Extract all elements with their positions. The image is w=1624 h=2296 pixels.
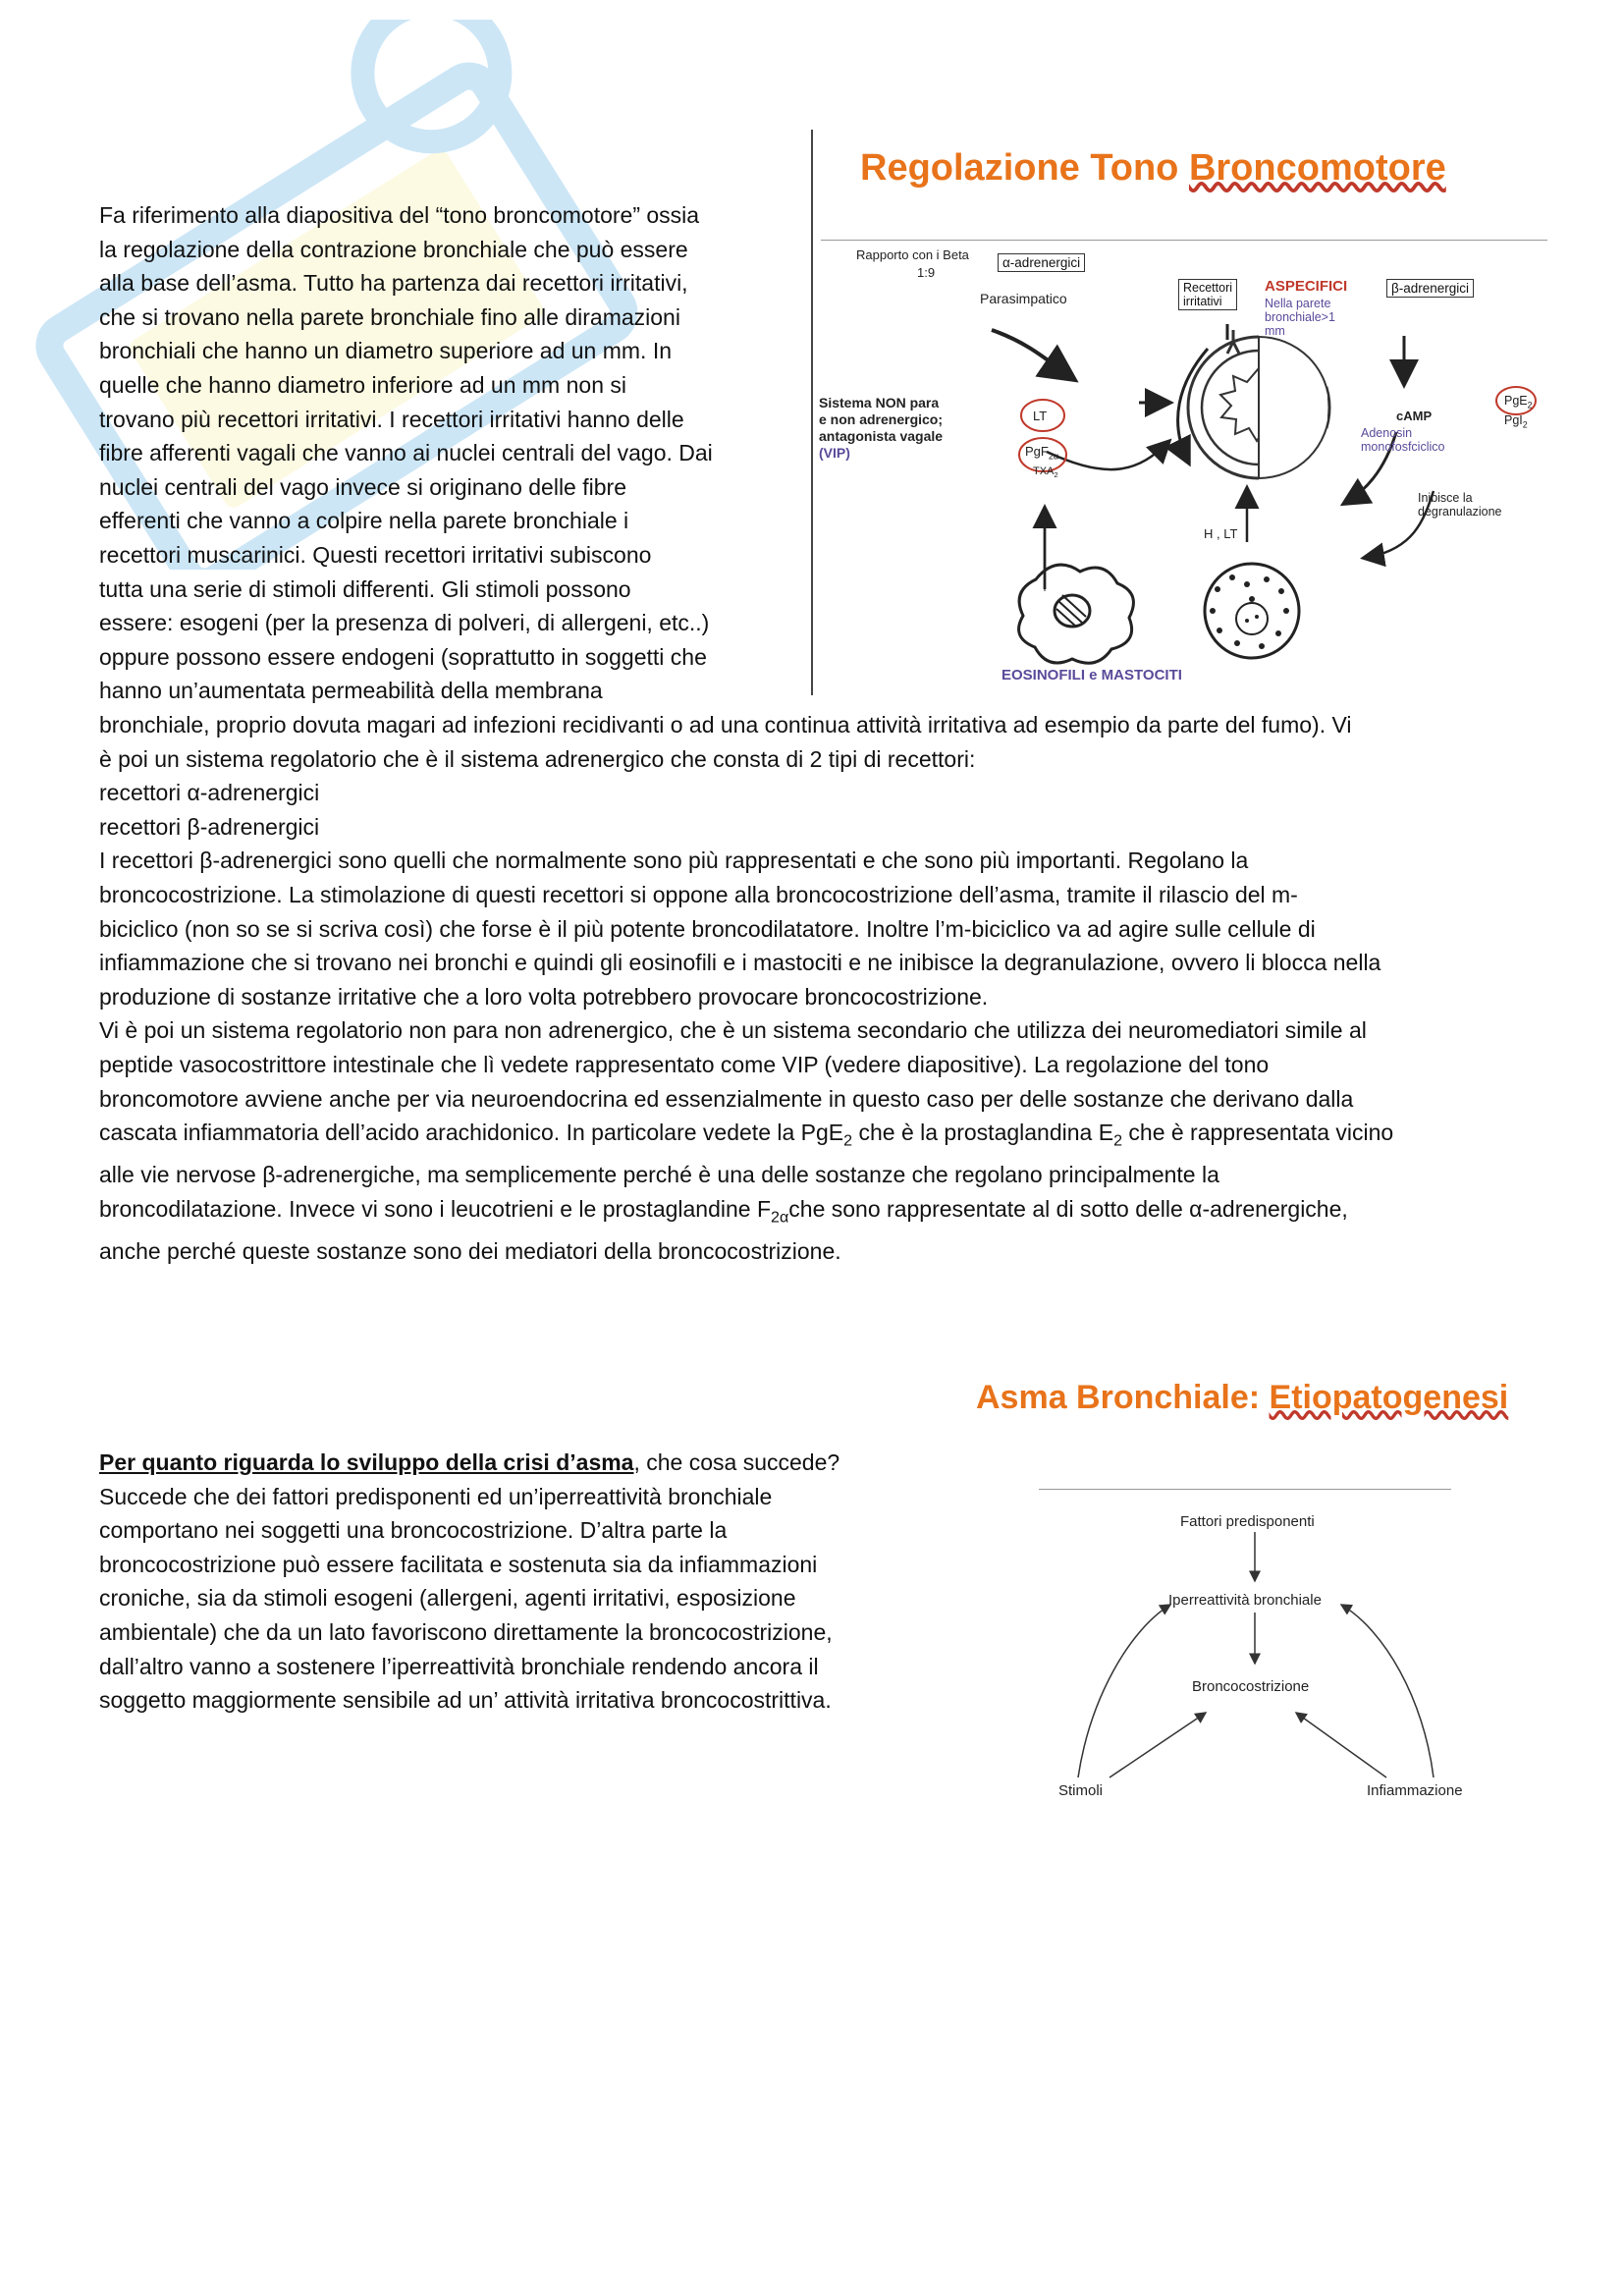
body-line-pge: cascata infiammatoria dell’acido arachidonico. In particolare vedete la PgE$_2$ che è la prostaglandina $E_2$ che è rappresentata vicino bbox=[99, 1120, 1394, 1150]
intro-line: tutta una serie di stimoli differenti. Gli stimoli possono bbox=[99, 575, 631, 602]
intro-line: essere: esogeni (per la presenza di polveri, di allergeni, etc..) bbox=[99, 610, 710, 636]
intro-line: recettori muscarinici. Questi recettori irritativi subiscono bbox=[99, 541, 652, 568]
figure1-rule bbox=[821, 240, 1547, 241]
intro-line: oppure possono essere endogeni (soprattutto in soggetti che bbox=[99, 643, 707, 670]
section2-line: Succede che dei fattori predisponenti ed un’iperreattività bronchiale bbox=[99, 1483, 773, 1509]
intro-line: nuclei centrali del vago invece si originano delle fibre bbox=[99, 473, 626, 500]
body-line: broncocostrizione. La stimolazione di questi recettori si oppone alla broncocostrizione dell’asma, tramite il rilascio del m- bbox=[99, 881, 1298, 907]
broncocostrizione-label: Broncocostrizione bbox=[1192, 1678, 1310, 1695]
section2-heading: Per quanto riguarda lo sviluppo della crisi d’asma bbox=[99, 1449, 634, 1475]
camp-label: cAMP bbox=[1396, 409, 1433, 423]
figure1-diagram bbox=[815, 246, 1561, 697]
intro-line: che si trovano nella parete bronchiale fino alle diramazioni bbox=[99, 303, 680, 330]
figure1-title: Regolazione Tono Broncomotore bbox=[860, 147, 1446, 189]
body-line: anche perché queste sostanze sono dei mediatori della broncocostrizione. bbox=[99, 1238, 841, 1265]
body-line: Vi è poi un sistema regolatorio non para non adrenergico, che è un sistema secondario che utilizza dei neuromediatori simile al bbox=[99, 1017, 1367, 1044]
intro-line: la regolazione della contrazione bronchiale che può essere bbox=[99, 236, 688, 262]
intro-line: efferenti che vanno a colpire nella parete bronchiale i bbox=[99, 508, 629, 534]
section2-line: croniche, sia da stimoli esogeni (allergeni, agenti irritativi, esposizione bbox=[99, 1585, 796, 1612]
section2-line: dall’altro vanno a sostenere l’iperreattività bronchiale rendendo ancora il bbox=[99, 1653, 819, 1679]
section2-line: soggetto maggiormente sensibile ad un’ attività irritativa broncocostrittiva. bbox=[99, 1687, 832, 1714]
txa-label: $TXA_2$ bbox=[1033, 465, 1058, 480]
stimoli-label: Stimoli bbox=[1058, 1782, 1104, 1799]
body-line: recettori α-adrenergici bbox=[99, 780, 320, 806]
intro-line: hanno un’aumentata permeabilità della membrana bbox=[99, 678, 603, 704]
bronchomotor-diagram bbox=[815, 246, 1561, 697]
body-line: produzione di sostanze irritative che a loro volta potrebbero provocare broncocostrizione. bbox=[99, 983, 989, 1010]
intro-text-block bbox=[99, 198, 806, 708]
fattori-label: Fattori predisponenti bbox=[1180, 1513, 1315, 1530]
parasimpatico-label: Parasimpatico bbox=[980, 291, 1067, 306]
body-line: broncomotore avviene anche per via neuroendocrina ed essenzialmente in questo caso per delle sostanze che derivano dalla bbox=[99, 1085, 1354, 1112]
rapporto-label: Rapporto con i Beta bbox=[856, 247, 969, 262]
sistema-non-label: Sistema NON para e non adrenergico; antagonista vagale bbox=[819, 395, 944, 444]
body-line: biciclico (non so se si scriva così) che forse è il più potente broncodilatatore. Inoltre l’m-biciclico va ad agire sulle cellule di bbox=[99, 915, 1316, 942]
cells-label: EOSINOFILI e MASTOCITI bbox=[1001, 667, 1182, 683]
figure2-title: Asma Bronchiale: Etiopatogenesi bbox=[976, 1379, 1509, 1416]
aspecifici-note: Nella parete bronchiale>1 mm bbox=[1265, 297, 1335, 338]
pgi-label: PgI$_2$ bbox=[1504, 413, 1528, 430]
adenosin-label: Adenosin monofosfciclico bbox=[1361, 426, 1445, 454]
section2-heading-line: Per quanto riguarda lo sviluppo della crisi d’asma, che cosa succede? bbox=[99, 1449, 840, 1475]
h-lt-label: H , LT bbox=[1204, 526, 1238, 541]
pgf-label: PgF$_{2\alpha}$ bbox=[1025, 444, 1059, 462]
section2-text-block bbox=[99, 1446, 963, 1718]
intro-line: Fa riferimento alla diapositiva del “tono broncomotore” ossia bbox=[99, 202, 700, 228]
body-line: è poi un sistema regolatorio che è il sistema adrenergico che consta di 2 tipi di recettori: bbox=[99, 745, 976, 772]
body-line: recettori β-adrenergici bbox=[99, 813, 320, 840]
section2-line: broncocostrizione può essere facilitata e sostenuta sia da infiammazioni bbox=[99, 1551, 818, 1577]
intro-line: quelle che hanno diametro inferiore ad un mm non si bbox=[99, 371, 626, 398]
lt-label: LT bbox=[1033, 409, 1048, 423]
section2-line: comportano nei soggetti una broncocostrizione. D’altra parte la bbox=[99, 1517, 728, 1544]
etiopathogenesis-diagram bbox=[1031, 1503, 1502, 1827]
inibisce-label: Inibisce la degranulazione bbox=[1418, 491, 1502, 519]
figure-divider bbox=[811, 130, 813, 695]
intro-line: fibre afferenti vagali che vanno ai nuclei centrali del vago. Dai bbox=[99, 440, 713, 466]
body-line-f2a: broncodilatazione. Invece vi sono i leucotrieni e le prostaglandine $F_{2\alpha}che$ sono rappresentate al di sotto delle α-adrenergiche, bbox=[99, 1195, 1348, 1227]
pge-label: PgE$_2$ bbox=[1504, 394, 1533, 410]
intro-line: trovano più recettori irritativi. I recettori irritativi hanno delle bbox=[99, 406, 684, 432]
beta-adrenergic-box: β-adrenergici bbox=[1386, 279, 1474, 298]
body-line: peptide vasocostrittore intestinale che lì vedete rappresentato come VIP (vedere diapositive). La regolazione del tono bbox=[99, 1051, 1270, 1077]
alpha-adrenergic-box: α-adrenergici bbox=[998, 253, 1085, 272]
iperreattivita-label: Iperreattività bronchiale bbox=[1168, 1592, 1322, 1609]
body-line: infiammazione che si trovano nei bronchi e quindi gli eosinofili e i mastociti e ne inibisce la degranulazione, ovvero li blocca nella bbox=[99, 950, 1381, 976]
infiammazione-label: Infiammazione bbox=[1367, 1782, 1463, 1799]
body-line: alle vie nervose β-adrenergiche, ma semplicemente perché è una delle sostanze che regolano principalmente la bbox=[99, 1162, 1219, 1188]
ratio-label: 1:9 bbox=[917, 265, 936, 280]
recettori-irritativi-box: Recettori irritativi bbox=[1178, 279, 1237, 310]
vip-label: (VIP) bbox=[819, 445, 850, 461]
figure2-rule bbox=[1039, 1489, 1451, 1490]
intro-line: alla base dell’asma. Tutto ha partenza dai recettori irritativi, bbox=[99, 270, 688, 297]
intro-line: bronchiali che hanno un diametro superiore ad un mm. In bbox=[99, 338, 673, 364]
figure2-diagram bbox=[1031, 1503, 1502, 1827]
body-line: bronchiale, proprio dovuta magari ad infezioni recidivanti o ad una continua attività irritativa ad esempio da parte del fumo). Vi bbox=[99, 712, 1352, 738]
body-text-block bbox=[99, 708, 1552, 1269]
section2-line: ambientale) che da un lato favoriscono direttamente la broncocostrizione, bbox=[99, 1618, 833, 1645]
body-line: I recettori β-adrenergici sono quelli che normalmente sono più rappresentati e che sono più importanti. Regolano la bbox=[99, 847, 1249, 874]
aspecifici-label: ASPECIFICI bbox=[1265, 278, 1348, 295]
